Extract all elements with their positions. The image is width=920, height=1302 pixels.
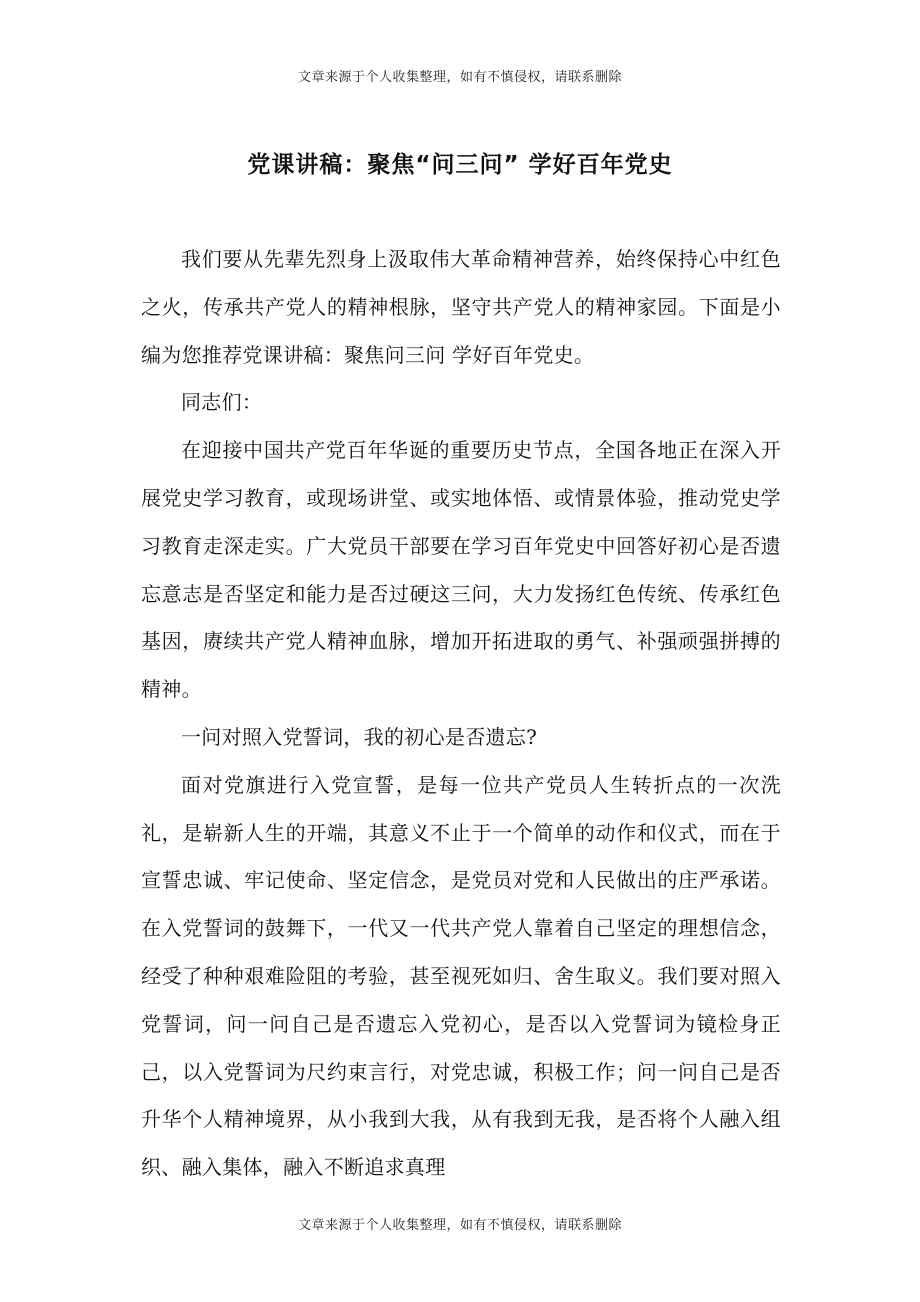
paragraph-question-one: 一问对照入党誓词，我的初心是否遗忘?	[181, 724, 538, 749]
paragraph-intro: 我们要从先辈先烈身上汲取伟大革命精神营养，始终保持心中红色之火，传承共产党人的精神根脉，坚守共产党人的精神家园。下面是小编为您推荐党课讲稿：聚焦问三问 学好百年党史。	[141, 247, 781, 367]
header-disclaimer: 文章来源于个人收集整理，如有不慎侵权，请联系删除	[297, 70, 622, 85]
paragraph-salutation: 同志们：	[181, 390, 263, 415]
document-body	[141, 236, 781, 1192]
footer-disclaimer: 文章来源于个人收集整理，如有不慎侵权，请联系删除	[297, 1218, 622, 1233]
paragraph-context: 在迎接中国共产党百年华诞的重要历史节点，全国各地正在深入开展党史学习教育，或现场讲堂、或实地体悟、或情景体验，推动党史学习教育走深走实。广大党员干部要在学习百年党史中回答好初心是否遗忘意志是否坚定和能力是否过硬这三问，大力发扬红色传统、传承红色基因，赓续共产党人精神血脉，增加开拓进取的勇气、补强顽强拼搏的精神。	[141, 438, 781, 702]
paragraph-oath: 面对党旗进行入党宣誓，是每一位共产党员人生转折点的一次洗礼，是崭新人生的开端，其意义不止于一个简单的动作和仪式，而在于宣誓忠诚、牢记使命、坚定信念，是党员对党和人民做出的庄严承诺。在入党誓词的鼓舞下，一代又一代共产党人靠着自己坚定的理想信念，经受了种种艰难险阻的考验，甚至视死如归、舍生取义。我们要对照入党誓词，问一问自己是否遗忘入党初心，是否以入党誓词为镜检身正己，以入党誓词为尺约束言行，对党忠诚，积极工作；问一问自己是否升华个人精神境界，从小我到大我，从有我到无我，是否将个人融入组织、融入集体，融入不断追求真理	[141, 772, 781, 1180]
page-title: 党课讲稿：聚焦“问三问” 学好百年党史	[247, 152, 673, 178]
